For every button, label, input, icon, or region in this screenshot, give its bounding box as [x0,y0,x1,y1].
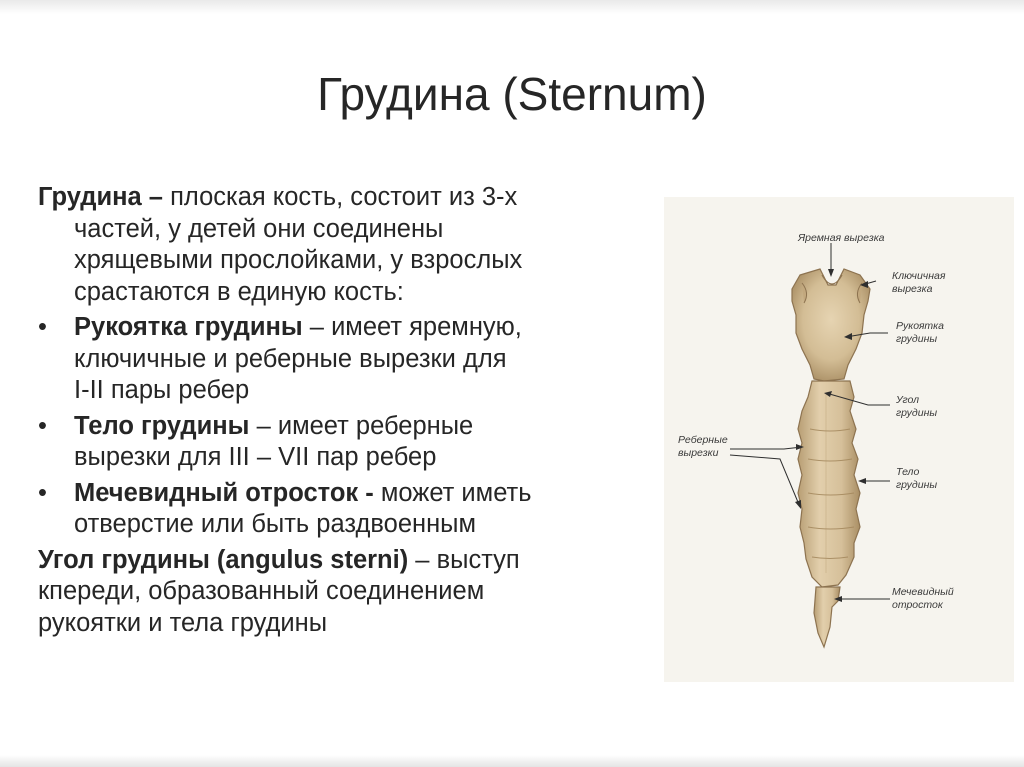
top-shadow [0,0,1024,14]
bullet-xiphoid [38,478,658,541]
outro-line-1: – выступ [415,545,520,574]
bullet-text-line: может иметь [380,478,532,507]
label-xiphoid-2: отросток [892,599,943,611]
bullet-text-line: ключичные и реберные вырезки для [74,344,507,373]
bottom-shadow [0,755,1024,767]
label-manubrium: Рукоятка [896,320,944,332]
intro-paragraph [38,182,658,308]
intro-line-1: плоская кость, состоит из 3-х [170,183,518,211]
sternum-body-shape [798,381,860,587]
label-sternal-angle-2: грудины [896,407,938,419]
label-costal-notches: Реберные [678,434,728,446]
text-block [38,182,658,643]
label-xiphoid: Мечевидный [892,586,954,598]
bullet-marker: • [38,478,47,507]
sternum-drawing [664,197,1014,682]
label-manubrium-2: грудины [896,333,938,345]
intro-line-3: хрящевыми прослойками, у взрослых [74,246,523,274]
outro-paragraph [38,545,658,640]
label-costal-notches-2: вырезки [678,447,719,459]
bullet-body [38,411,658,474]
intro-term: Грудина – [38,183,163,211]
bullet-term: Мечевидный отросток - [74,478,374,507]
intro-line-2: частей, у детей они соединены [74,214,444,243]
outro-term: Угол грудины (angulus sterni) [38,545,409,574]
label-sternum-body-2: грудины [896,479,938,491]
bullet-marker: • [38,411,47,440]
outro-line-2: кпереди, образованный соединением [38,577,485,605]
sternum-illustration [664,197,1014,682]
bullet-text-line: отверстие или быть раздвоенным [74,510,477,538]
bullet-text-line: I-II пары ребер [74,376,250,404]
label-sternum-body: Тело [896,466,920,478]
label-clavicular-notch: Ключичная [892,270,946,282]
label-clavicular-notch-2: вырезка [892,283,933,295]
label-jugular-notch: Яремная вырезка [798,232,885,244]
bullet-term: Тело грудины [74,411,250,440]
label-sternal-angle: Угол [896,394,920,406]
bullet-manubrium [38,312,658,407]
bullet-text-line: – имеет яремную, [309,313,522,341]
intro-line-4: срастаются в единую кость: [74,277,404,306]
bullet-marker: • [38,313,47,341]
bullet-term: Рукоятка грудины [74,313,303,341]
slide-title: Грудина (Sternum) [317,68,707,120]
bullet-text-line: вырезки для III – VII пар ребер [74,443,437,471]
outro-line-3: рукоятки и тела грудины [38,608,328,637]
xiphoid-shape [814,587,840,647]
bullet-text-line: – имеет реберные [256,411,474,440]
